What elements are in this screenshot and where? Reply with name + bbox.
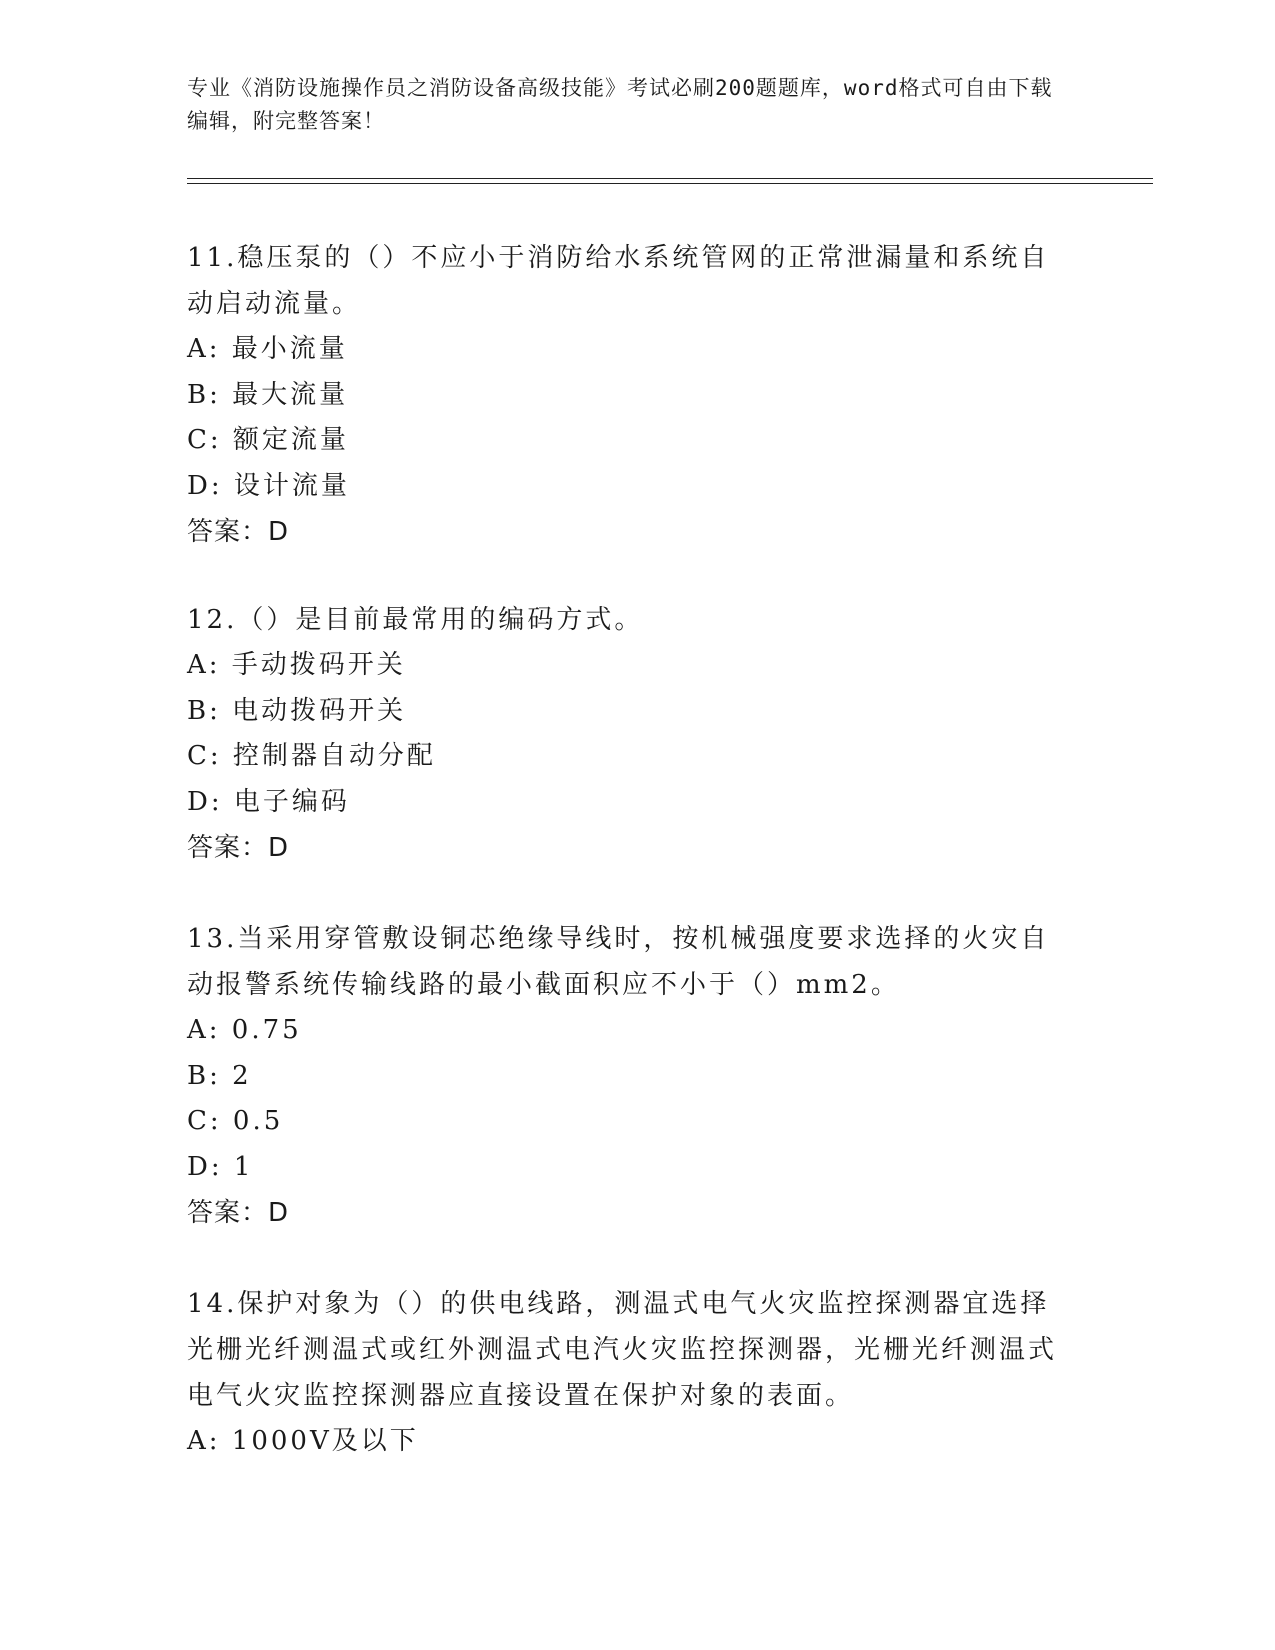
question-11 bbox=[187, 235, 1077, 555]
option-c: C: 额定流量 bbox=[187, 425, 349, 455]
option-b: B: 最大流量 bbox=[187, 379, 349, 410]
option-a: A: 0.75 bbox=[187, 1015, 302, 1045]
question-12 bbox=[187, 597, 1077, 871]
option-c: C: 0.5 bbox=[187, 1106, 284, 1136]
question-13 bbox=[187, 916, 1077, 1236]
answer-label: 答案：D bbox=[187, 1198, 290, 1228]
answer-label: 答案：D bbox=[187, 833, 290, 863]
header-divider-bottom bbox=[187, 183, 1153, 184]
option-a: A: 1000V及以下 bbox=[187, 1426, 419, 1456]
option-d: D: 设计流量 bbox=[187, 470, 350, 501]
option-b: B: 2 bbox=[187, 1060, 252, 1091]
option-a: A: 最小流量 bbox=[187, 334, 348, 364]
option-b: B: 电动拨码开关 bbox=[187, 695, 407, 726]
option-c: C: 控制器自动分配 bbox=[187, 741, 436, 771]
option-d: D: 电子编码 bbox=[187, 786, 350, 817]
question-stem: 13.当采用穿管敷设铜芯绝缘导线时，按机械强度要求选择的火灾自动报警系统传输线路的最小截面积应不小于（）mm2。 bbox=[187, 924, 1050, 1000]
option-d: D: 1 bbox=[187, 1151, 254, 1182]
question-stem: 12.（）是目前最常用的编码方式。 bbox=[187, 605, 644, 635]
answer-label: 答案：D bbox=[187, 517, 290, 547]
header-divider-top bbox=[187, 178, 1153, 179]
document-header: 专业《消防设施操作员之消防设备高级技能》考试必刷200题题库，word格式可自由下载编辑，附完整答案！ bbox=[187, 76, 1053, 133]
option-a: A: 手动拨码开关 bbox=[187, 650, 406, 680]
question-14 bbox=[187, 1281, 1077, 1465]
question-stem: 14.保护对象为（）的供电线路，测温式电气火灾监控探测器宜选择光栅光纤测温式或红外测温式电汽火灾监控探测器，光栅光纤测温式电气火灾监控探测器应直接设置在保护对象的表面。 bbox=[187, 1289, 1058, 1411]
question-stem: 11.稳压泵的（）不应小于消防给水系统管网的正常泄漏量和系统自动启动流量。 bbox=[187, 243, 1050, 319]
